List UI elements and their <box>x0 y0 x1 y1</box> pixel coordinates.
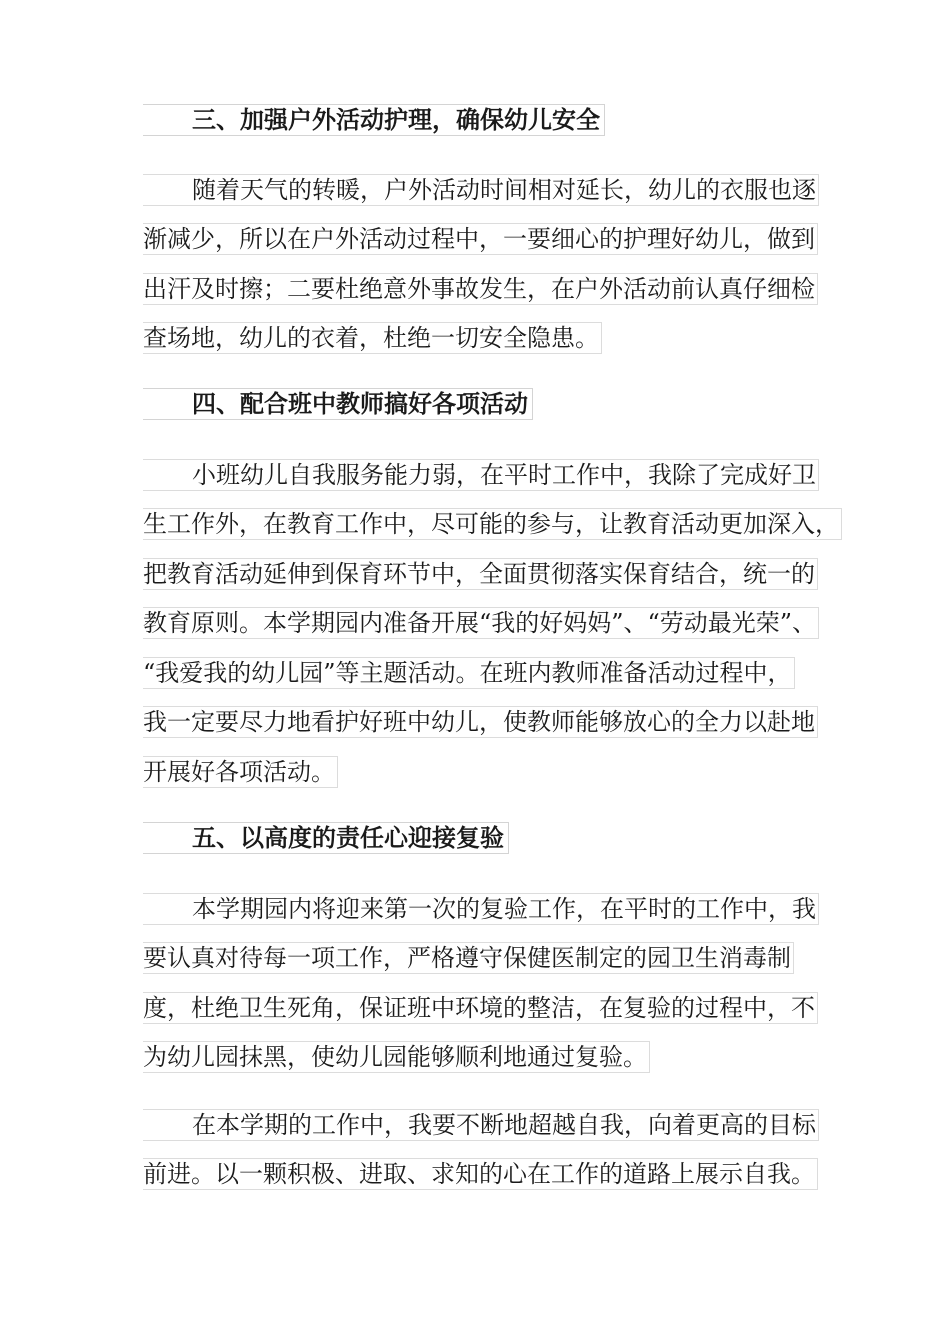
section-heading-4-text: 四、配合班中教师搞好各项活动 <box>143 388 533 420</box>
section-heading-3-text: 三、加强户外活动护理，确保幼儿安全 <box>143 104 605 136</box>
paragraph-line: 把教育活动延伸到保育环节中，全面贯彻落实保育结合，统一的 <box>143 548 823 598</box>
section-heading-3 <box>143 96 605 144</box>
paragraph-line: 前进。以一颗积极、进取、求知的心在工作的道路上展示自我。 <box>143 1149 823 1199</box>
section-heading-5-text: 五、以高度的责任心迎接复验 <box>143 822 509 854</box>
paragraph-line: 在本学期的工作中，我要不断地超越自我，向着更高的目标 <box>143 1099 823 1149</box>
paragraph-line: “我爱我的幼儿园”等主题活动。在班内教师准备活动过程中， <box>143 647 823 697</box>
section-heading-4 <box>143 380 533 428</box>
section-heading-5 <box>143 814 509 862</box>
paragraph-line: 开展好各项活动。 <box>143 746 823 796</box>
paragraph-line: 要认真对待每一项工作，严格遵守保健医制定的园卫生消毒制 <box>143 933 823 983</box>
paragraph-line: 出汗及时擦；二要杜绝意外事故发生，在户外活动前认真仔细检 <box>143 263 823 313</box>
paragraph-line: 教育原则。本学期园内准备开展“我的好妈妈”、“劳动最光荣”、 <box>143 598 823 648</box>
section-paragraph-4 <box>143 449 839 796</box>
paragraph-line: 为幼儿园抹黑，使幼儿园能够顺利地通过复验。 <box>143 1032 823 1082</box>
section-paragraph-5 <box>143 883 823 1081</box>
section-paragraph-3 <box>143 164 823 362</box>
paragraph-line: 随着天气的转暖，户外活动时间相对延长，幼儿的衣服也逐 <box>143 164 823 214</box>
paragraph-line: 渐减少，所以在户外活动过程中，一要细心的护理好幼儿，做到 <box>143 214 823 264</box>
paragraph-line: 度，杜绝卫生死角，保证班中环境的整洁，在复验的过程中，不 <box>143 982 823 1032</box>
paragraph-line: 生工作外，在教育工作中，尽可能的参与，让教育活动更加深入， <box>143 499 823 549</box>
closing-paragraph <box>143 1099 823 1198</box>
paragraph-line: 我一定要尽力地看护好班中幼儿，使教师能够放心的全力以赴地 <box>143 697 823 747</box>
paragraph-line: 查场地，幼儿的衣着，杜绝一切安全隐患。 <box>143 313 823 363</box>
paragraph-line: 本学期园内将迎来第一次的复验工作，在平时的工作中，我 <box>143 883 823 933</box>
paragraph-line: 小班幼儿自我服务能力弱，在平时工作中，我除了完成好卫 <box>143 449 823 499</box>
